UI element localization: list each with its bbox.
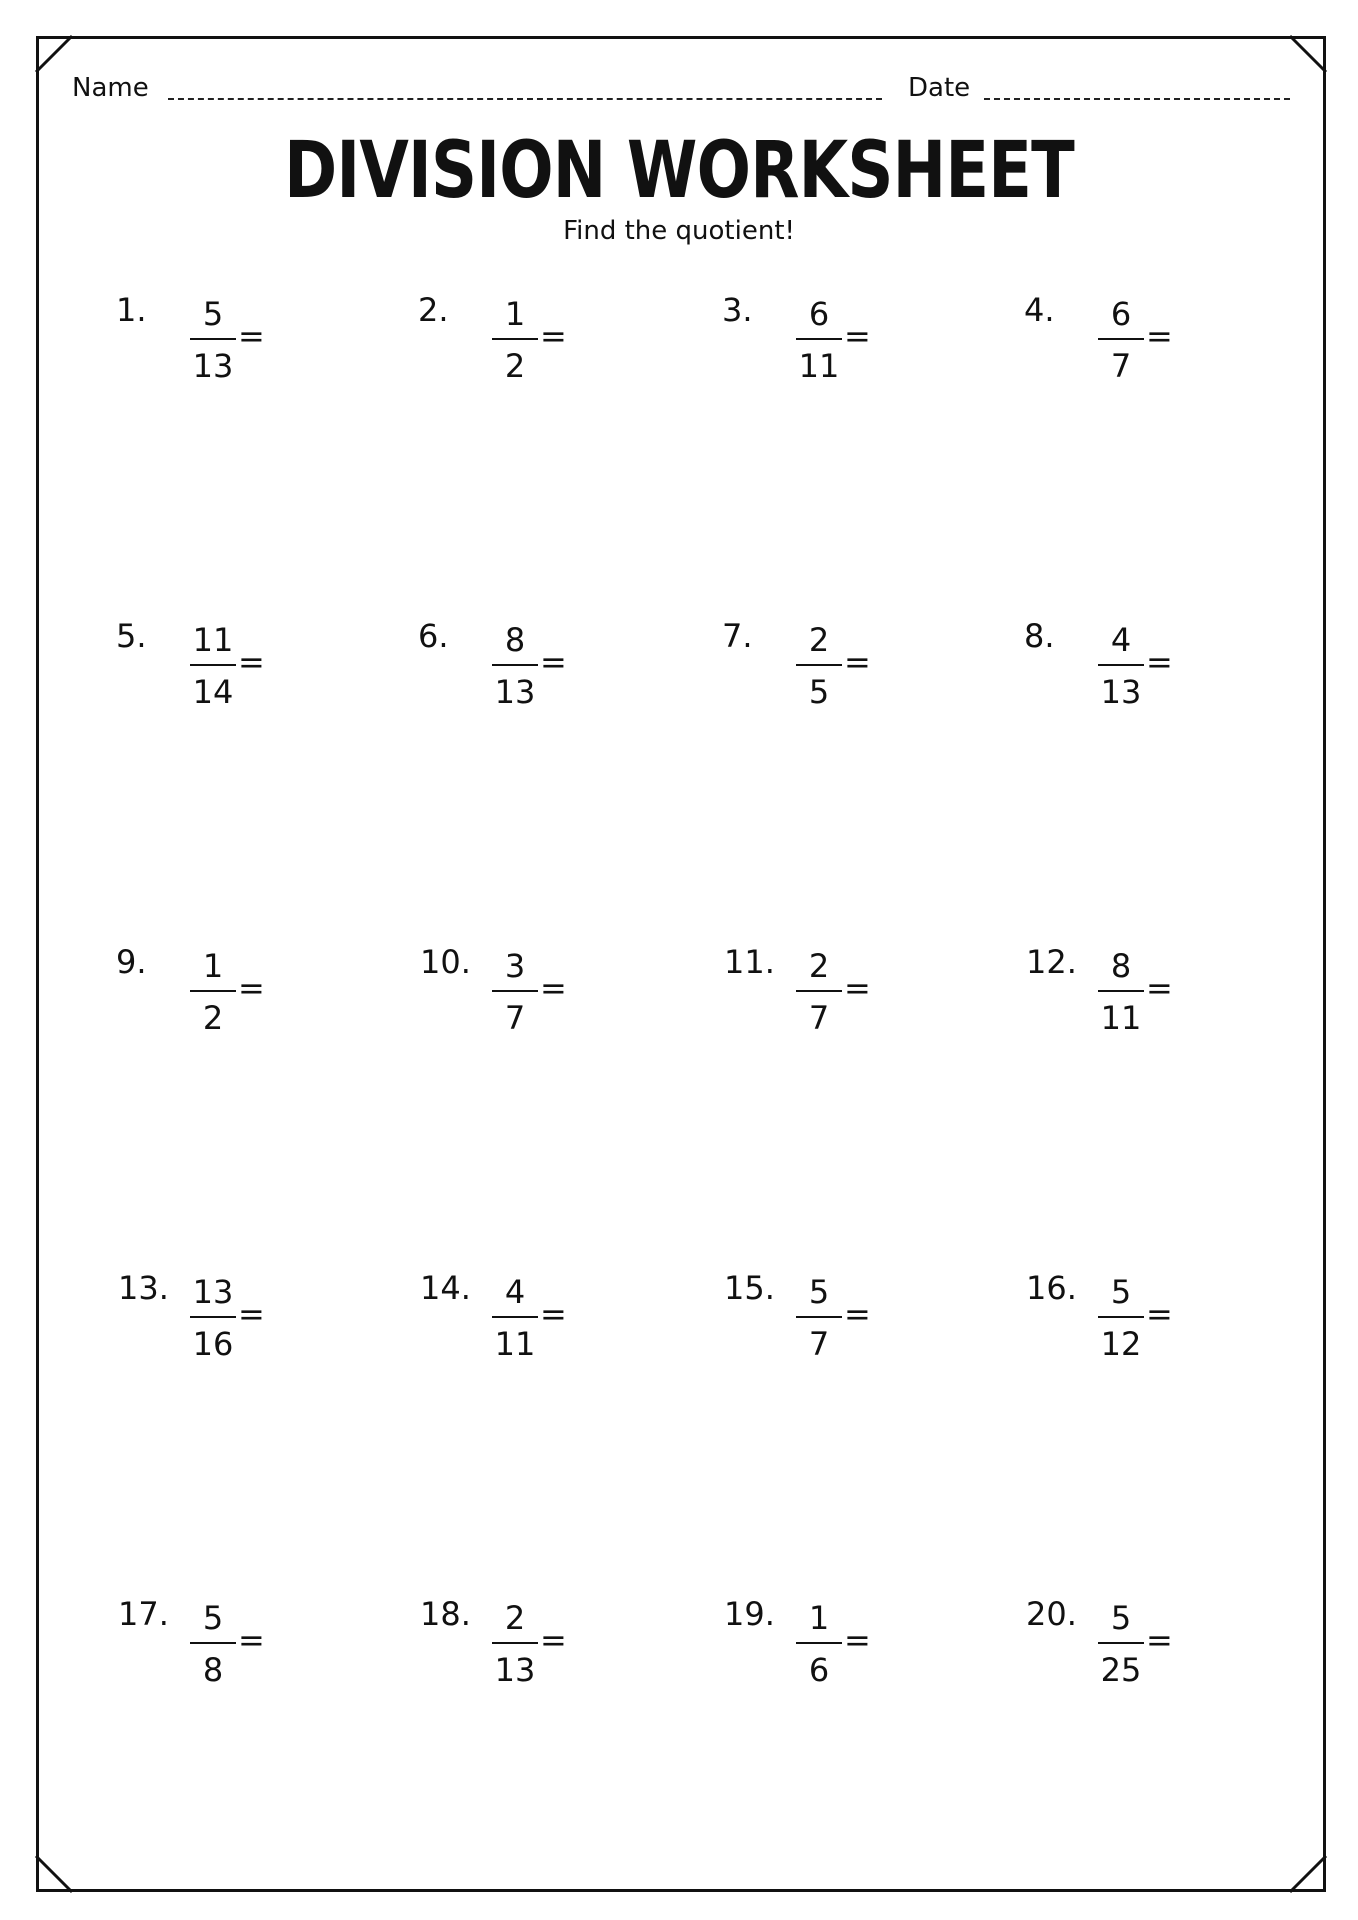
equals-sign: = [238, 969, 265, 1007]
problem-number: 11. [724, 943, 775, 981]
problem-number: 17. [118, 1595, 169, 1633]
equals-sign: = [540, 317, 567, 355]
fraction-bar [1098, 990, 1144, 992]
problem-item [716, 616, 956, 746]
fraction-bar [190, 1316, 236, 1318]
equals-sign: = [540, 643, 567, 681]
fraction-bar [1098, 664, 1144, 666]
fraction-bar [796, 338, 842, 340]
problem-number: 5. [116, 617, 147, 655]
fraction-bar [190, 664, 236, 666]
denominator: 5 [808, 673, 830, 711]
equals-sign: = [540, 969, 567, 1007]
problem-item [716, 942, 956, 1072]
denominator: 12 [1100, 1325, 1142, 1363]
fraction [190, 1272, 236, 1364]
fraction-bar [190, 990, 236, 992]
fraction [492, 946, 538, 1038]
numerator: 5 [202, 1599, 224, 1637]
problem-number: 3. [722, 291, 753, 329]
problem-item [110, 942, 350, 1072]
problem-number: 6. [418, 617, 449, 655]
equals-sign: = [540, 1295, 567, 1333]
problem-number: 12. [1026, 943, 1077, 981]
numerator: 4 [504, 1273, 526, 1311]
page-title: DIVISION WORKSHEET [284, 126, 1074, 216]
problem-item [412, 1268, 652, 1398]
problem-item [412, 616, 652, 746]
problem-number: 15. [724, 1269, 775, 1307]
fraction [796, 620, 842, 712]
denominator: 2 [202, 999, 224, 1037]
problem-number: 19. [724, 1595, 775, 1633]
problem-number: 20. [1026, 1595, 1077, 1633]
fraction [492, 1272, 538, 1364]
fraction [796, 1598, 842, 1690]
fraction-bar [492, 990, 538, 992]
fraction [190, 1598, 236, 1690]
problem-item [1018, 942, 1258, 1072]
numerator: 3 [504, 947, 526, 985]
equals-sign: = [540, 1621, 567, 1659]
equals-sign: = [1146, 969, 1173, 1007]
problem-number: 4. [1024, 291, 1055, 329]
fraction [1098, 1272, 1144, 1364]
problem-item [716, 1268, 956, 1398]
fraction-bar [1098, 1642, 1144, 1644]
numerator: 13 [192, 1273, 234, 1311]
problem-item [716, 290, 956, 420]
problem-item [110, 290, 350, 420]
denominator: 11 [494, 1325, 536, 1363]
equals-sign: = [238, 317, 265, 355]
fraction [492, 1598, 538, 1690]
fraction [796, 294, 842, 386]
denominator: 7 [808, 999, 830, 1037]
problem-number: 16. [1026, 1269, 1077, 1307]
problem-number: 10. [420, 943, 471, 981]
problem-number: 14. [420, 1269, 471, 1307]
fraction [796, 1272, 842, 1364]
denominator: 11 [798, 347, 840, 385]
denominator: 11 [1100, 999, 1142, 1037]
numerator: 5 [202, 295, 224, 333]
fraction-bar [190, 1642, 236, 1644]
problem-item [412, 1594, 652, 1724]
fraction [492, 294, 538, 386]
problem-number: 13. [118, 1269, 169, 1307]
denominator: 13 [494, 1651, 536, 1689]
denominator: 13 [494, 673, 536, 711]
fraction [190, 294, 236, 386]
numerator: 2 [504, 1599, 526, 1637]
denominator: 16 [192, 1325, 234, 1363]
fraction-bar [492, 1642, 538, 1644]
equals-sign: = [238, 1295, 265, 1333]
fraction-bar [492, 1316, 538, 1318]
problem-item [716, 1594, 956, 1724]
numerator: 11 [192, 621, 234, 659]
page-subtitle: Find the quotient! [563, 216, 795, 246]
problem-number: 2. [418, 291, 449, 329]
problem-item [110, 1268, 350, 1398]
problem-item [110, 1594, 350, 1724]
problem-number: 7. [722, 617, 753, 655]
denominator: 14 [192, 673, 234, 711]
denominator: 7 [504, 999, 526, 1037]
problem-item [110, 616, 350, 746]
fraction-bar [796, 664, 842, 666]
fraction [1098, 620, 1144, 712]
fraction [1098, 294, 1144, 386]
numerator: 2 [808, 621, 830, 659]
numerator: 1 [808, 1599, 830, 1637]
problem-number: 8. [1024, 617, 1055, 655]
equals-sign: = [1146, 643, 1173, 681]
fraction [1098, 1598, 1144, 1690]
equals-sign: = [1146, 317, 1173, 355]
denominator: 25 [1100, 1651, 1142, 1689]
fraction [190, 946, 236, 1038]
numerator: 8 [1110, 947, 1132, 985]
fraction [1098, 946, 1144, 1038]
numerator: 5 [1110, 1599, 1132, 1637]
fraction-bar [1098, 1316, 1144, 1318]
problem-item [1018, 290, 1258, 420]
problem-item [1018, 1268, 1258, 1398]
equals-sign: = [1146, 1295, 1173, 1333]
fraction-bar [492, 664, 538, 666]
fraction-bar [492, 338, 538, 340]
numerator: 2 [808, 947, 830, 985]
equals-sign: = [844, 969, 871, 1007]
fraction [796, 946, 842, 1038]
numerator: 1 [202, 947, 224, 985]
name-label: Name [72, 73, 149, 103]
equals-sign: = [238, 1621, 265, 1659]
problem-item [1018, 1594, 1258, 1724]
denominator: 13 [1100, 673, 1142, 711]
denominator: 7 [1110, 347, 1132, 385]
denominator: 2 [504, 347, 526, 385]
fraction-bar [190, 338, 236, 340]
problem-number: 9. [116, 943, 147, 981]
fraction [492, 620, 538, 712]
denominator: 13 [192, 347, 234, 385]
equals-sign: = [844, 643, 871, 681]
problem-item [412, 942, 652, 1072]
numerator: 4 [1110, 621, 1132, 659]
equals-sign: = [1146, 1621, 1173, 1659]
fraction [190, 620, 236, 712]
fraction-bar [796, 990, 842, 992]
equals-sign: = [238, 643, 265, 681]
problem-number: 1. [116, 291, 147, 329]
numerator: 6 [808, 295, 830, 333]
fraction-bar [1098, 338, 1144, 340]
numerator: 1 [504, 295, 526, 333]
denominator: 6 [808, 1651, 830, 1689]
problem-item [412, 290, 652, 420]
numerator: 5 [1110, 1273, 1132, 1311]
problem-item [1018, 616, 1258, 746]
fraction-bar [796, 1642, 842, 1644]
equals-sign: = [844, 317, 871, 355]
denominator: 7 [808, 1325, 830, 1363]
problem-number: 18. [420, 1595, 471, 1633]
numerator: 8 [504, 621, 526, 659]
equals-sign: = [844, 1295, 871, 1333]
numerator: 5 [808, 1273, 830, 1311]
date-label: Date [908, 73, 971, 103]
denominator: 8 [202, 1651, 224, 1689]
fraction-bar [796, 1316, 842, 1318]
numerator: 6 [1110, 295, 1132, 333]
equals-sign: = [844, 1621, 871, 1659]
